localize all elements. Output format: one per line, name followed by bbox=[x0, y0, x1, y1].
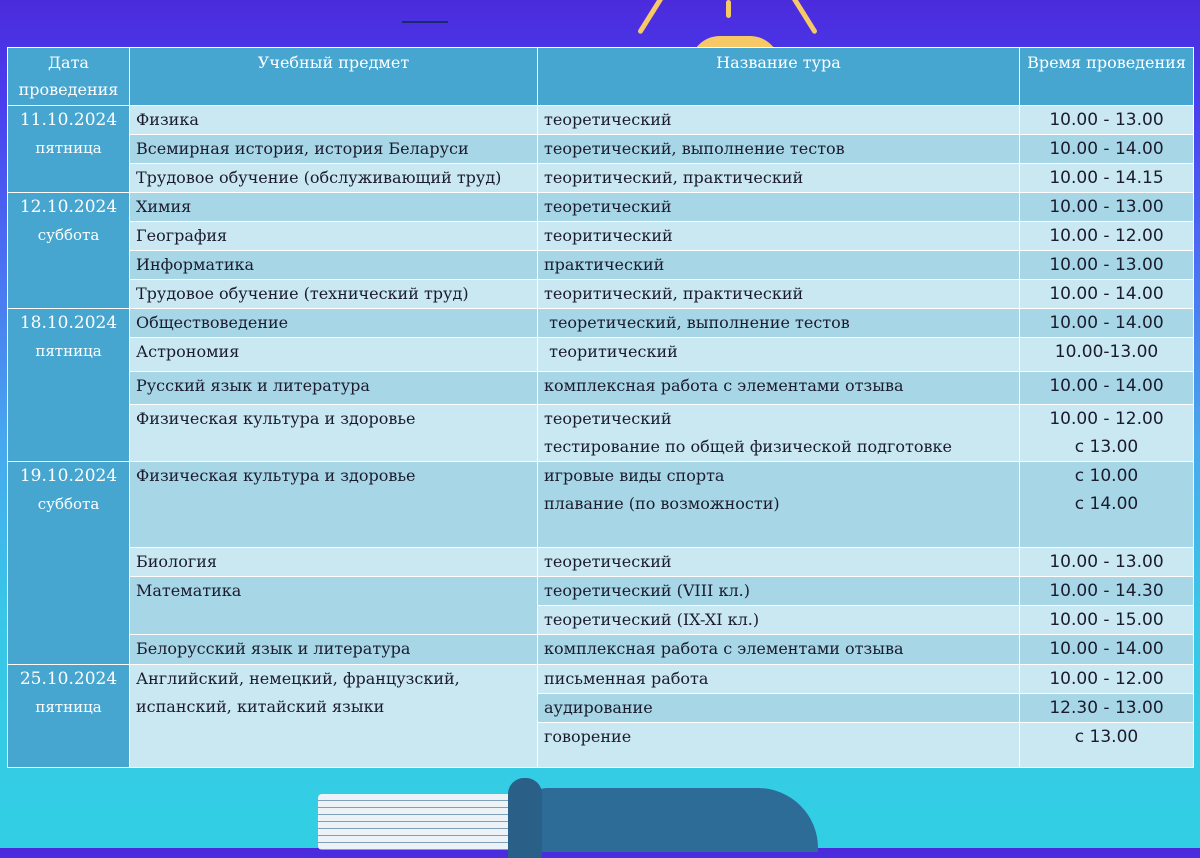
weekday-value: пятница bbox=[35, 342, 102, 360]
subject-cell: Русский язык и литература bbox=[130, 372, 538, 405]
weekday-value: суббота bbox=[37, 495, 100, 513]
sun-ray bbox=[726, 0, 731, 18]
time-line: 10.00 - 14.30 bbox=[1049, 581, 1164, 601]
round-line: теоритический, практический bbox=[544, 168, 804, 187]
round-cell bbox=[538, 606, 1020, 635]
date-cell bbox=[8, 309, 130, 462]
time-line: с 10.00 bbox=[1074, 466, 1139, 486]
subject-cell: Трудовое обучение (технический труд) bbox=[130, 280, 538, 309]
subject-cell: Трудовое обучение (обслуживающий труд) bbox=[130, 164, 538, 193]
time-line: 10.00 - 14.00 bbox=[1049, 639, 1164, 659]
round-cell bbox=[538, 280, 1020, 309]
time-cell bbox=[1020, 106, 1194, 135]
header-time: Время проведения bbox=[1020, 48, 1194, 106]
round-line: теоритический bbox=[544, 342, 678, 361]
time-cell bbox=[1020, 405, 1194, 462]
round-line: комплексная работа с элементами отзыва bbox=[544, 376, 904, 395]
time-line: 10.00 - 12.00 bbox=[1049, 669, 1164, 689]
table-row bbox=[8, 280, 1194, 309]
time-cell bbox=[1020, 338, 1194, 372]
round-cell bbox=[538, 338, 1020, 372]
time-line: 10.00 - 13.00 bbox=[1049, 255, 1164, 275]
table-row bbox=[8, 405, 1194, 462]
round-cell bbox=[538, 405, 1020, 462]
olympiad-schedule-table bbox=[7, 47, 1194, 768]
date-cell bbox=[8, 462, 130, 665]
time-line: 10.00-13.00 bbox=[1054, 342, 1159, 362]
time-line: 10.00 - 14.15 bbox=[1049, 168, 1164, 188]
round-cell bbox=[538, 462, 1020, 548]
round-line: теоретический bbox=[544, 197, 672, 216]
time-line: 12.30 - 13.00 bbox=[1049, 698, 1164, 718]
weekday-value: пятница bbox=[35, 139, 102, 157]
round-line: говорение bbox=[544, 727, 632, 746]
book-decoration bbox=[318, 778, 838, 848]
date-cell bbox=[8, 193, 130, 309]
table-row bbox=[8, 106, 1194, 135]
time-line: 10.00 - 13.00 bbox=[1049, 110, 1164, 130]
weekday-value: суббота bbox=[37, 226, 100, 244]
subject-cell: Белорусский язык и литература bbox=[130, 635, 538, 665]
table-row bbox=[8, 135, 1194, 164]
date-cell bbox=[8, 665, 130, 768]
time-cell bbox=[1020, 548, 1194, 577]
header-date: Дата проведения bbox=[8, 48, 130, 106]
time-cell bbox=[1020, 635, 1194, 665]
round-line: теоретический bbox=[544, 552, 672, 571]
sun-ray bbox=[790, 0, 818, 35]
subject-cell: География bbox=[130, 222, 538, 251]
round-line: теоритический, практический bbox=[544, 284, 804, 303]
round-cell bbox=[538, 372, 1020, 405]
header-round: Название тура bbox=[538, 48, 1020, 106]
table-row bbox=[8, 665, 1194, 694]
round-line: теоретический (IX-XI кл.) bbox=[544, 610, 760, 629]
round-line: теоретический (VIII кл.) bbox=[544, 581, 750, 600]
weekday-value: пятница bbox=[35, 698, 102, 716]
round-cell bbox=[538, 665, 1020, 694]
subject-cell: Биология bbox=[130, 548, 538, 577]
time-line: 10.00 - 14.00 bbox=[1049, 376, 1164, 396]
date-value: 12.10.2024 bbox=[19, 197, 118, 217]
sun-ray bbox=[637, 0, 665, 35]
time-cell bbox=[1020, 606, 1194, 635]
table-row bbox=[8, 548, 1194, 577]
header-subject: Учебный предмет bbox=[130, 48, 538, 106]
round-cell bbox=[538, 723, 1020, 768]
round-cell bbox=[538, 193, 1020, 222]
round-cell bbox=[538, 106, 1020, 135]
time-line: 10.00 - 13.00 bbox=[1049, 552, 1164, 572]
date-value: 11.10.2024 bbox=[19, 110, 118, 130]
time-line: 10.00 - 14.00 bbox=[1049, 139, 1164, 159]
table-row bbox=[8, 577, 1194, 606]
time-cell bbox=[1020, 193, 1194, 222]
table-row bbox=[8, 251, 1194, 280]
time-line: 10.00 - 13.00 bbox=[1049, 197, 1164, 217]
round-line: теоретический bbox=[544, 409, 672, 428]
subject-cell: Английский, немецкий, французский, испанский, китайский языки bbox=[130, 665, 538, 768]
time-cell bbox=[1020, 694, 1194, 723]
table-row bbox=[8, 309, 1194, 338]
round-line: плавание (по возможности) bbox=[544, 494, 780, 513]
time-line: 10.00 - 12.00 bbox=[1049, 226, 1164, 246]
time-cell bbox=[1020, 462, 1194, 548]
round-line: практический bbox=[544, 255, 665, 274]
table-row bbox=[8, 462, 1194, 548]
round-cell bbox=[538, 577, 1020, 606]
round-line: теоретический bbox=[544, 110, 672, 129]
round-cell bbox=[538, 548, 1020, 577]
time-cell bbox=[1020, 372, 1194, 405]
round-line: теоритический bbox=[544, 226, 673, 245]
date-value: 18.10.2024 bbox=[19, 313, 118, 333]
subject-cell: Информатика bbox=[130, 251, 538, 280]
time-cell bbox=[1020, 222, 1194, 251]
round-cell bbox=[538, 309, 1020, 338]
round-line: комплексная работа с элементами отзыва bbox=[544, 639, 904, 658]
subject-cell: Всемирная история, история Беларуси bbox=[130, 135, 538, 164]
round-line: тестирование по общей физической подготовке bbox=[544, 437, 952, 456]
round-line: игровые виды спорта bbox=[544, 466, 725, 485]
time-line: с 13.00 bbox=[1074, 437, 1139, 457]
time-line: 10.00 - 14.00 bbox=[1049, 313, 1164, 333]
time-cell bbox=[1020, 280, 1194, 309]
subject-cell: Физическая культура и здоровье bbox=[130, 462, 538, 548]
round-cell bbox=[538, 251, 1020, 280]
time-cell bbox=[1020, 135, 1194, 164]
divider-line bbox=[402, 21, 448, 23]
round-cell bbox=[538, 635, 1020, 665]
date-value: 19.10.2024 bbox=[19, 466, 118, 486]
time-cell bbox=[1020, 164, 1194, 193]
subject-cell: Астрономия bbox=[130, 338, 538, 372]
round-cell bbox=[538, 135, 1020, 164]
round-cell bbox=[538, 222, 1020, 251]
round-line: письменная работа bbox=[544, 669, 709, 688]
date-value: 25.10.2024 bbox=[19, 669, 118, 689]
round-line: теоретический, выполнение тестов bbox=[544, 139, 845, 158]
subject-cell: Физическая культура и здоровье bbox=[130, 405, 538, 462]
time-line: с 13.00 bbox=[1074, 727, 1139, 747]
table-row bbox=[8, 338, 1194, 372]
time-cell bbox=[1020, 251, 1194, 280]
table-row bbox=[8, 164, 1194, 193]
subject-cell: Химия bbox=[130, 193, 538, 222]
table-row bbox=[8, 193, 1194, 222]
round-cell bbox=[538, 694, 1020, 723]
table-row bbox=[8, 222, 1194, 251]
subject-cell: Физика bbox=[130, 106, 538, 135]
table-header-row bbox=[8, 48, 1194, 106]
subject-cell: Математика bbox=[130, 577, 538, 635]
round-line: теоретический, выполнение тестов bbox=[544, 313, 850, 332]
table-row bbox=[8, 635, 1194, 665]
date-cell bbox=[8, 106, 130, 193]
time-line: с 14.00 bbox=[1074, 494, 1139, 514]
time-cell bbox=[1020, 665, 1194, 694]
table-row bbox=[8, 372, 1194, 405]
time-cell bbox=[1020, 723, 1194, 768]
time-line: 10.00 - 12.00 bbox=[1049, 409, 1164, 429]
time-cell bbox=[1020, 577, 1194, 606]
time-line: 10.00 - 14.00 bbox=[1049, 284, 1164, 304]
subject-cell: Обществоведение bbox=[130, 309, 538, 338]
round-line: аудирование bbox=[544, 698, 653, 717]
round-cell bbox=[538, 164, 1020, 193]
time-cell bbox=[1020, 309, 1194, 338]
time-line: 10.00 - 15.00 bbox=[1049, 610, 1164, 630]
